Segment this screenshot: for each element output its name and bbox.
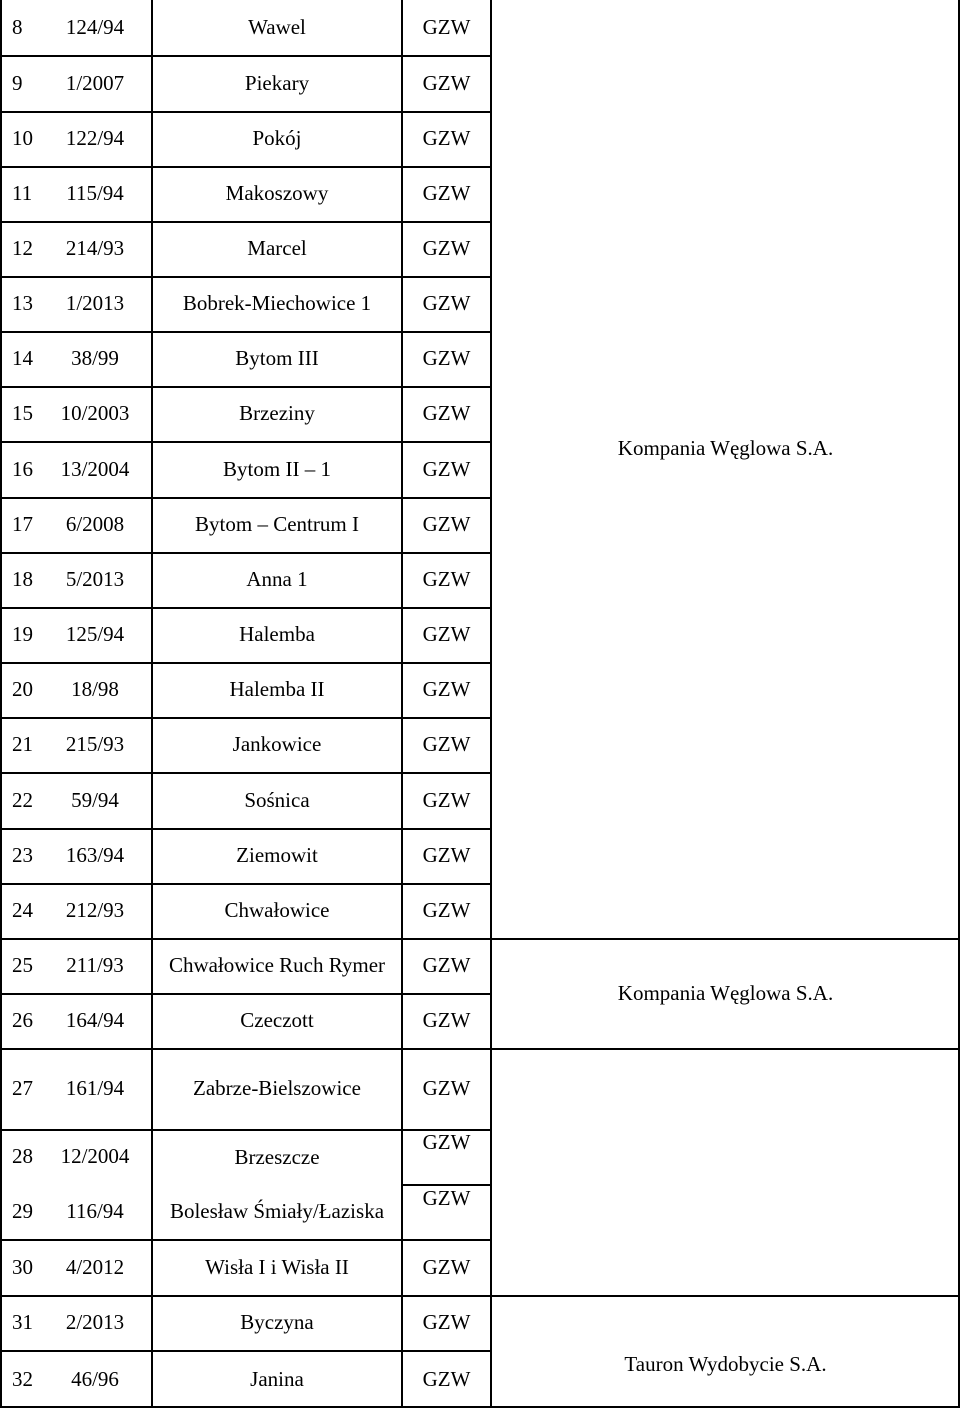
decision-number: 18/98 [71,677,119,701]
row-number: 17 [12,512,33,536]
row-number: 28 [12,1144,33,1168]
basin-code: GZW [422,1310,471,1334]
basin-code: GZW [422,843,471,867]
row-number: 13 [12,291,33,315]
area-name: Halemba II [229,677,325,701]
company-divider [491,1295,960,1297]
area-name: Byczyna [240,1310,314,1334]
area-name: Bobrek-Miechowice 1 [182,291,372,315]
row-number: 24 [12,898,33,922]
area-name: Bytom – Centrum I [195,512,359,536]
decision-number: 10/2003 [60,401,130,425]
row-number: 14 [12,346,33,370]
basin-code: GZW [422,181,471,205]
row-number: 27 [12,1076,33,1100]
decision-number: 214/93 [65,236,125,260]
decision-number: 59/94 [71,787,119,812]
decision-number: 122/94 [65,126,125,150]
company-name: Kompania Węglowa S.A. [617,980,834,1005]
company-divider [491,1048,960,1050]
area-name: Chwałowice Ruch Rymer [168,953,386,977]
area-name: Anna 1 [246,567,308,591]
decision-number: 4/2012 [65,1254,125,1279]
basin-code: GZW [422,1366,471,1391]
row-number: 25 [12,953,33,977]
basin-code: GZW [422,236,471,260]
decision-number: 215/93 [65,732,125,756]
basin-code: GZW [422,401,471,425]
row-number: 15 [12,401,33,425]
decision-number: 116/94 [66,1199,124,1223]
area-name: Marcel [247,236,307,260]
area-name: Bytom III [235,346,319,370]
area-name: Pokój [252,126,302,150]
basin-code: GZW [422,346,471,370]
area-name: Jankowice [232,732,322,756]
basin-code: GZW [422,953,471,977]
decision-number: 13/2004 [60,456,130,481]
basin-code: GZW [422,898,471,922]
row-number: 12 [12,236,33,260]
area-name: Bytom II – 1 [223,456,331,481]
decision-number: 164/94 [65,1008,125,1032]
decision-number: 1/2013 [65,291,125,315]
decision-number: 1/2007 [65,70,125,95]
decision-number: 12/2004 [60,1144,130,1168]
area-name: Janina [250,1366,304,1391]
area-name: Bolesław Śmiały/Łaziska [169,1199,385,1223]
decision-number: 163/94 [65,843,125,867]
row-number: 29 [12,1199,33,1223]
decision-number: 161/94 [65,1076,125,1100]
basin-code: GZW [422,15,471,39]
basin-code: GZW [422,732,471,756]
area-name: Zabrze-Bielszowice [193,1076,361,1100]
row-number: 9 [12,70,23,95]
row-number: 22 [12,787,33,812]
row-number: 31 [12,1310,33,1334]
area-name: Sośnica [244,787,310,812]
company-name: Kompania Węglowa S.A. [617,436,834,460]
basin-code: GZW [422,1008,471,1032]
area-name: Chwałowice [224,898,330,922]
basin-code: GZW [422,1254,471,1279]
row-number: 23 [12,843,33,867]
row-number: 32 [12,1366,33,1391]
basin-code: GZW [422,126,471,150]
decision-number: 2/2013 [65,1310,125,1334]
basin-code: GZW [422,677,471,701]
decision-number: 5/2013 [65,567,125,591]
area-name: Halemba [239,622,315,646]
basin-code: GZW [422,1185,471,1210]
area-name: Brzeszcze [234,1144,320,1169]
basin-code: GZW [422,622,471,646]
row-number: 30 [12,1254,33,1279]
area-name: Wisła I i Wisła II [205,1254,349,1279]
basin-code: GZW [422,456,471,481]
basin-code: GZW [422,512,471,536]
decision-number: 46/96 [71,1366,119,1391]
row-number: 19 [12,622,33,646]
basin-code: GZW [422,787,471,812]
area-name: Czeczott [240,1008,314,1032]
basin-code: GZW [422,291,471,315]
row-number: 20 [12,677,33,701]
area-name: Piekary [244,70,310,95]
decision-number: 124/94 [65,15,125,39]
company-name: Tauron Wydobycie S.A. [624,1351,827,1376]
basin-code: GZW [422,70,471,95]
basin-code: GZW [422,1076,471,1100]
decision-number: 212/93 [65,898,125,922]
row-number: 16 [12,456,33,481]
row-number: 11 [12,181,33,205]
row-number: 21 [12,732,33,756]
decision-number: 6/2008 [65,512,125,536]
row-number: 10 [12,126,33,150]
basin-code: GZW [422,567,471,591]
row-number: 26 [12,1008,33,1032]
decision-number: 38/99 [71,346,119,370]
basin-code: GZW [422,1130,471,1154]
decision-number: 115/94 [66,181,124,205]
decision-number: 125/94 [65,622,125,646]
row-number: 18 [12,567,33,591]
area-name: Ziemowit [236,843,318,867]
area-name: Brzeziny [239,401,315,425]
decision-number: 211/93 [66,953,124,977]
row-number: 8 [12,15,23,39]
area-name: Makoszowy [225,181,329,205]
area-name: Wawel [248,15,306,39]
